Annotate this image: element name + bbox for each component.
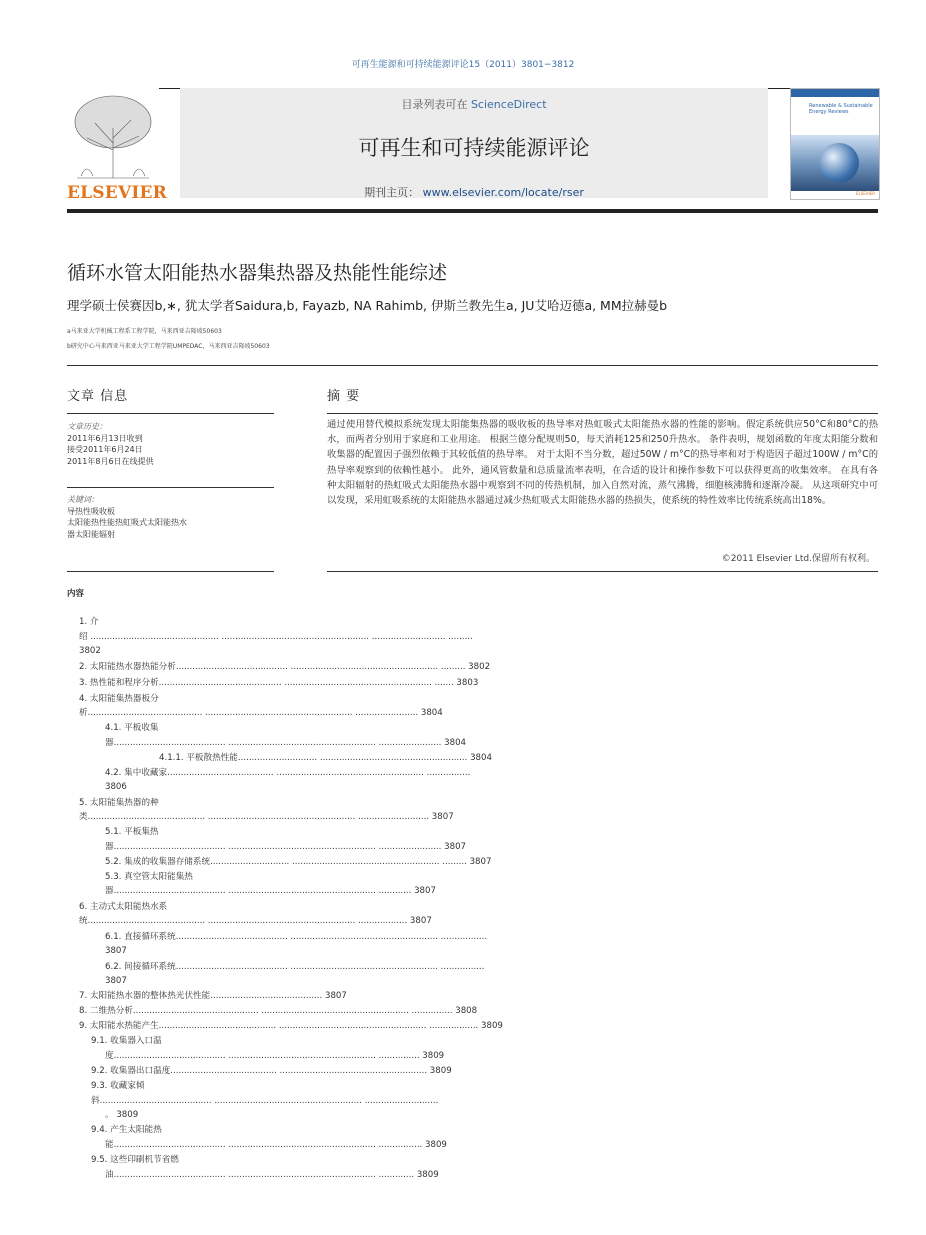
toc-entry[interactable]: 油......................................... ...................................................... ............. 3809 xyxy=(105,1170,439,1180)
author-list: 理学硕士侯赛因b,∗, 犹太学者Saidura,b, Fayazb, NA Rahimb, 伊斯兰教先生a, JU艾哈迈德a, MM拉赫曼b xyxy=(67,298,668,313)
cover-band xyxy=(791,89,879,97)
toc-entry[interactable]: 1. 介 xyxy=(79,617,99,627)
toc-entry[interactable]: 3806 xyxy=(105,782,127,792)
toc-entry[interactable]: 类........................................... ...................................................... .......................... 3807 xyxy=(79,812,454,822)
history-accepted: 接受2011年6月24日 xyxy=(67,445,143,454)
toc-entry[interactable]: 斜......................................... ...................................................... ........................... xyxy=(91,1096,439,1106)
toc-entry[interactable]: 5.1. 平板集热 xyxy=(105,827,159,837)
toc-entry[interactable]: 绍 ............................................... ...................................................... ........................... ......... xyxy=(79,632,473,642)
toc-entry[interactable]: 器......................................... ...................................................... ............ 3807 xyxy=(105,886,436,896)
copyright: ©2011 Elsevier Ltd.保留所有权利。 xyxy=(721,554,875,564)
toc-entry[interactable]: 4.1.1. 平板散热性能............................. ...................................................... 3804 xyxy=(159,753,492,763)
toc-entry[interactable]: 6.2. 间接循环系统......................................... ...................................................... ................ xyxy=(105,962,485,972)
toc-entry[interactable]: 4.2. 集中收藏家....................................... ...................................................... ................ xyxy=(105,768,471,778)
homepage-label: 期刊主页： xyxy=(364,186,420,199)
toc-entry[interactable]: 3802 xyxy=(79,646,101,656)
keyword-item: 导热性吸收板 xyxy=(67,506,115,516)
keyword-item: 太阳能热性能热虹吸式太阳能热水 xyxy=(67,518,187,527)
toc-entry[interactable]: 4.1. 平板收集 xyxy=(105,723,159,733)
toc-entry[interactable]: 4. 太阳能集热器板分 xyxy=(79,694,159,704)
toc-entry[interactable]: 5. 太阳能集热器的种 xyxy=(79,798,159,808)
section-rule xyxy=(67,365,878,366)
journal-cover-image xyxy=(790,88,880,200)
publisher-wordmark: ELSEVIER xyxy=(67,183,167,203)
cover-publisher: ELSEVIER xyxy=(855,191,875,196)
abstract-heading: 摘 要 xyxy=(327,389,361,404)
toc-entry[interactable]: 3. 热性能和程序分析............................................. ...................................................... ....... 3803 xyxy=(79,678,479,688)
toc-entry[interactable]: 6. 主动式太阳能热水系 xyxy=(79,902,168,912)
article-info-heading: 文章 信息 xyxy=(67,389,129,404)
journal-homepage-line xyxy=(180,184,768,200)
toc-entry[interactable]: 2. 太阳能热水器热能分析......................................... ...................................................... ......... 3802 xyxy=(79,662,491,672)
keywords xyxy=(67,494,187,540)
toc-entry[interactable]: 5.3. 真空管太阳能集热 xyxy=(105,872,193,882)
toc-entry[interactable]: 。 3809 xyxy=(105,1110,139,1120)
contents-title: 内容 xyxy=(67,589,85,599)
keywords-label: 关键词： xyxy=(67,495,99,504)
toc-entry[interactable]: 统........................................... ...................................................... .................. 3807 xyxy=(79,916,432,926)
affiliation-a: a马来亚大学机械工程系工程学院，马来西亚吉隆坡50603 xyxy=(67,328,222,335)
toc-entry[interactable]: 9.5. 这些印刷机节省燃 xyxy=(91,1155,179,1165)
history-received: 2011年6月13日收到 xyxy=(67,433,143,443)
toc-entry[interactable]: 3807 xyxy=(105,946,127,956)
keyword-item: 器太阳能辐射 xyxy=(67,529,115,539)
contents-available-text: 目录列表可在 xyxy=(401,98,468,111)
sciencedirect-link[interactable]: ScienceDirect xyxy=(470,98,547,111)
toc-entry[interactable]: 析.......................................... ...................................................... ....................... 3804 xyxy=(79,708,443,718)
toc-entry[interactable]: 能......................................... ...................................................... ................ 3809 xyxy=(105,1140,447,1150)
abstract-text: 通过使用替代模拟系统发现太阳能集热器的吸收板的热导率对热虹吸式太阳能热水器的性能的影响。假定系统供应50°C和80°C的热水，而两者分别用于家庭和工业用途。 根据兰德分配规则50，每天消耗125和250升热水。 条件表明，规划函数的年度太阳能分数和收集器的配置因子强烈依赖于其较低值的热导率。 对于太阳不当分数，超过50W / m°C的热导率和对于构造因子超过100W / m°C的热导率观察到的依赖性越小。 此外，通风管数量和总质量流率表明，在合适的设计和操作参数下可以获得更高的收集效率。 在具有各种太阳辐射的热虹吸式太阳能热水器中观察到不同的传热机制，加入自然对流，蒸气沸腾，细胞核沸腾和逐渐冷凝。 从这项研究中可以发现，采用虹吸系统的太阳能热水器通过减少热虹吸式太阳能热水器的热损失，使系统的特性效率比传统系统高出18%。 xyxy=(327,419,878,507)
cover-globe-icon xyxy=(819,143,859,183)
article-history xyxy=(67,421,154,467)
affiliation-b: b研究中心马来西亚马来亚大学工程学院UMPEDAC，马来西亚吉隆坡50603 xyxy=(67,343,270,350)
toc-entry[interactable]: 7. 太阳能热水器的整体热光伏性能......................................... 3807 xyxy=(79,991,347,1001)
history-label: 文章历史： xyxy=(67,422,107,431)
toc-entry[interactable]: 9.3. 收藏家倾 xyxy=(91,1081,145,1091)
article-info-rule xyxy=(67,413,274,414)
history-online: 2011年8月6日在线提供 xyxy=(67,456,154,466)
toc-entry[interactable]: 9.1. 收集器入口温 xyxy=(91,1036,162,1046)
article-info-bottom-rule xyxy=(67,571,274,572)
journal-title: 可再生和可持续能源评论 xyxy=(358,136,590,160)
toc-entry[interactable]: 9. 太阳能水热能产生........................................... ...................................................... .................. 3809 xyxy=(79,1021,503,1031)
abstract-rule xyxy=(327,413,878,414)
toc-entry[interactable]: 9.4. 产生太阳能热 xyxy=(91,1125,162,1135)
toc-entry[interactable]: 8. 二维热分析.............................................. ...................................................... ............... 3808 xyxy=(79,1006,478,1016)
cover-title: Renewable & Sustainable Energy Reviews xyxy=(809,103,873,115)
toc-entry[interactable]: 9.2. 收集器出口温度....................................... ...................................................... 3809 xyxy=(91,1066,452,1076)
toc-entry[interactable]: 6.1. 直接循环系统......................................... ...................................................... ................. xyxy=(105,932,488,942)
contents-available-line xyxy=(180,96,768,112)
running-head: 可再生能源和可持续能源评论15（2011）3801−3812 xyxy=(351,60,575,70)
homepage-link[interactable]: www.elsevier.com/locate/rser xyxy=(422,186,584,199)
toc-entry[interactable]: 度......................................... ...................................................... ............... 3809 xyxy=(105,1051,445,1061)
header-rule xyxy=(67,209,878,213)
toc-entry[interactable]: 器......................................... ...................................................... ....................... 3804 xyxy=(105,738,467,748)
toc-entry[interactable]: 3807 xyxy=(105,976,127,986)
toc-entry[interactable]: 器......................................... ...................................................... ....................... 3807 xyxy=(105,842,467,852)
abstract-bottom-rule xyxy=(327,571,878,572)
keywords-rule xyxy=(67,487,274,488)
article-title: 循环水管太阳能热水器集热器及热能性能综述 xyxy=(67,262,448,284)
toc-entry[interactable]: 5.2. 集成的收集器存储系统............................. ...................................................... ......... 3807 xyxy=(105,857,492,867)
